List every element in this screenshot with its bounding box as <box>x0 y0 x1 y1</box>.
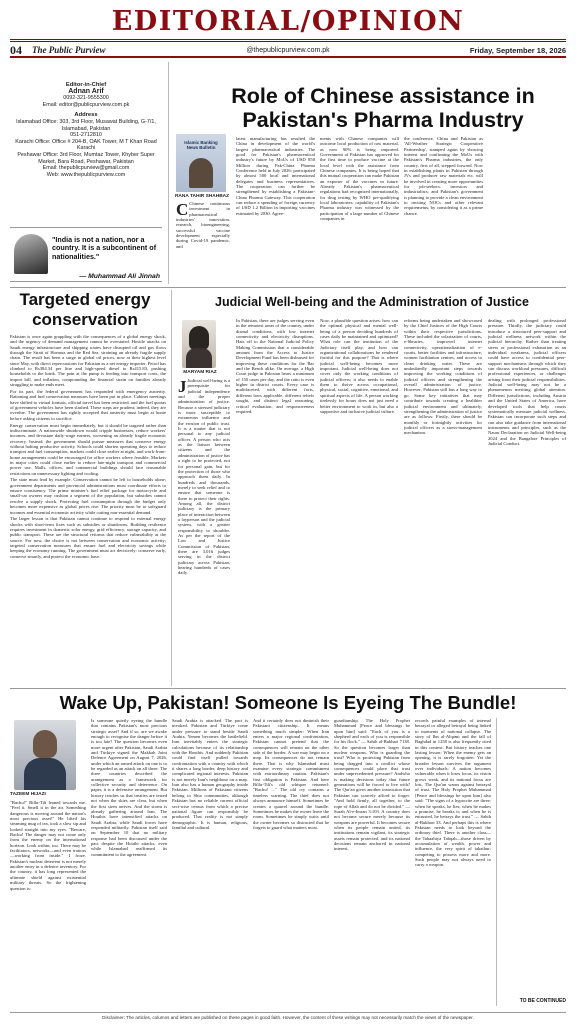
article3-column-3: Now, a plausible question arises: how can the optimal physical and mental well-being of a person deciding hundreds of cases daily be maintained and optimized? What role can the institution of the Judiciary itself play, and how can organizational collaborations be rendered fruitful for this purpose? That is where judicial well-being becomes more important. Judicial well-being does not cover only the working conditions of judicial officers; it also needs to enable them to thrive across occupational, physical, social, cognitive, emotional, and spiritual aspects of life. A person working tirelessly for hours does not just need a better environment to work in, but also a supportive and inclusive judicial culture. <box>320 318 398 414</box>
article4-column-4: And it certainly does not diminish their Pakistani citizenship. It means something much simpler: When Iran enters a major regional confrontation, Pakistan cannot pretend that the consequences will remain on the other side of the border. A war may begin on a map. Its consequences do not remain there. That is why Islamabad must examine every strategic commitment with extraordinary caution. Pakistan's first obligation is Pakistan. And here Billu-Tili's old whisper returned: "Bachu! ..." The old cry contains a timeless warning. The thief does not always announce himself. Sometimes he creates a quarrel around the bundle. Sometimes he makes the owner leave the room. Sometimes he simply waits until the owner becomes so distracted that he forgets to guard what matters most. <box>253 718 329 830</box>
article4-column-5: guardianship. The Holy Prophet Muhammad [Peace and blessings be upon him] said: "Each of you is a shepherd and each of you is responsible for his flock." — Sahih al-Bukhari 7138. So the question becomes larger than nuclear weapons. Who is guarding the trust? Who is protecting Pakistan from being dragged into a conflict whose consequences could place that trust under unprecedented pressure? Andwho is making decisions today that future generations will be forced to live with? The Qur'an gives another instruction that Pakistan can scarcely afford to forget: "And hold firmly, all together, to the rope of Allah and do not be divided." — Surah Al-e-Imran 3:103. A country does not become secure merely because its weapons are powerful. It becomes secure when its people remain united, its institutions remain vigilant, its strategic assets remain protected, and its national decisions remain anchored in national interest. <box>334 718 410 852</box>
editor-email[interactable]: Email: editor@publicpurview.com.pk <box>42 101 130 108</box>
article4-author-caption: TAZEEM HIJAZI <box>10 792 46 797</box>
article1-column-3: ments with Chinese companies will outcome local production of raw material, as now 90% is being imported. Government of Pakistan has approved for the first time to produce vaccine at the local level with the assistance from Chinese companies. It is being hoped that this mutual cooperation can make Pakistan an exporter of the vaccines in future. Already Pakistan's pharmaceutical regulations had recognized internationally, for drug testing by WHO pre-qualifying local laboratories; capability of Pakistan's Pharma industry was witnessed by the participation of a large number of Chinese companies in <box>320 136 399 222</box>
article3-column-2: In Pakistan, there are judges serving even in the remotest areas of the country, under dismal conditions, with low internet connectivity and electricity disruptions. Hats off to the National Judicial Policy Making Commission that a considerable amount from the Access to Justice Development Fund has been disbursed for improving these conditions for the Bar and the Bench alike. On average, a High Court judge in Pakistan hears a minimum of 150 cases per day, and the ratio is even higher in district courts. Every case is multifaceted, with different facts, different laws applicable, different reliefs sought, and distinct legal reasoning, critical evaluation, and responsiveness required. <box>236 318 314 414</box>
article2-paragraph: The state must lead by example. Conservation cannot be left to households alone; government departments and provincial administrations must coordinate efforts to ensure consistency. The prime minister's fuel relief package for motorcycle and small-car owners may cushion a segment of the population, but subsidies cannot resolve a supply shock. Protecting fuel consumption through the budget only becomes more expensive as global prices rise. The priority must be to safeguard incomes and essential economic activity while cutting non-essential demand. <box>10 477 166 515</box>
article1-dropcap: C <box>176 201 189 219</box>
article2-headline: Targeted energy conservation <box>19 290 151 329</box>
article1-author-photo <box>176 134 226 192</box>
quote-text: "India is not a nation, nor a country. It is a subcontinent of nationalities." <box>52 235 157 261</box>
office-email[interactable]: Email: thepublicpurview@gmail.com <box>42 165 130 172</box>
islamabad-phone: 051-2712810 <box>70 132 102 139</box>
page-number: 04 <box>10 43 22 57</box>
article3-column-5: dealing with prolonged professional pressure. Thirdly, the judiciary could introduce a structured peer-support and judicial wellness network within the judicial hierarchy. Rather than treating stress or professional exhaustion as an individual weakness, judicial officers could have access to confidential peer-support mechanisms through which they can discuss workload pressures, difficult professional experiences, or challenges arising from their judicial responsibilities. Judicial well-being may not be a phenomenon meriting global attention. Different jurisdictions, including Austria and the United States of America, have developed tools that help courts systematically measure judicial wellness. Pakistan can incorporate such steps and can also take guidance from international instruments and principles, such as the Nauru Declaration on Judicial Well-being 2024 and the Bangalore Principles of Judicial Conduct. <box>488 318 566 446</box>
office-web[interactable]: Web: www.thepublicpurview.com <box>46 171 126 178</box>
editor-info-box <box>10 82 162 200</box>
editor-phone: 0092-321-9555300 <box>63 95 109 102</box>
peshawar-office: Peshawar Office: 3rd Floor, Mumtaz Tower, Khyber Super Market, Bara Road, Peshawar, Pakistan <box>17 151 155 165</box>
author-shoulders <box>24 758 66 790</box>
page-header-bar <box>10 44 566 58</box>
article2-paragraph: Energy conservation must begin immediately, but it should be targeted rather than indiscriminate. A nationwide shutdown would cripple businesses, reduce workers' incomes, and devastate daily-wage earners, worsening an already fragile economic recovery. Instead, the government should pursue measures that conserve energy without halting productive activity. Schools could shorten operating days to reduce transport and fuel consumption, markets could close earlier at night, and work-from-home arrangements could be encouraged for office workers where feasible. Markets in major cities could close earlier to reduce late-night transport and commercial power use. Malls, offices, and commercial buildings should face reasonable restrictions on unnecessary lighting and cooling. <box>10 422 166 476</box>
quote-author: — Muhammad Ali Jinnah <box>79 273 160 280</box>
column-divider <box>496 718 497 1006</box>
article4-column-3: Saudi Arabia is attacked. The pact is invoked. Pakistan and Türkiye come under pressure to stand beside Saudi Arabia. Yemen becomes the battlefield. Iran inevitably enters the strategic calculations because of its relationship with the Houthis. And suddenly Pakistan could find itself pulled towards confrontation with a country with which it shares a long border, deep history and complicated regional interests. Pakistan is not merely Iran's neighbour on a map. Iran also has a human geography inside Pakistan. Millions of Pakistani citizens belong to Shia communities, although Pakistan has no reliable current official sect-wise census from which a precise national figure can responsibly be produced. That reality is not simply demographic. It is human, religious, familial and cultural. <box>172 718 248 830</box>
address-label: Address <box>74 112 98 119</box>
article3-headline: Judicial Well-being and the Administration of Justice <box>215 295 529 309</box>
article4-author-photo <box>14 720 76 790</box>
section-title: EDITORIAL/OPINION <box>111 6 465 37</box>
publication-name: The Public Purview <box>32 45 106 55</box>
masthead <box>10 6 566 42</box>
editor-name: Adnan Arif <box>68 87 104 95</box>
article1-author-caption: RANA TAHIR SHAHBAZ <box>174 194 230 199</box>
article4-column-2: Is someone quietly eyeing the bundle that contains Pakistan's most precious strategic asset? And if so, are we awake enough to recognise the danger before it is too late? The question becomes even more urgent after Pakistan, Saudi Arabia and Türkiye signed the Makkah Joint Defence Agreement on August 7, 2026, under which an armed attack on one is to be regarded as an attack on all three. The three countries described the arrangement as a framework for collective security and deterrence. On paper, it is a defensive arrangement. But history teaches us that treaties are tested not when the skies are clear, but when the first siren arrives. And the storm is already gathering around Iran. The Houthis have intensified attacks on Saudi Arabia, while Saudi forces have responded militarily. Pakistan itself said on September 10 that no military response had been discussed under the pact despite the Houthi attacks, even while Islamabad reaffirmed its commitment to the agreement. <box>91 718 167 857</box>
author-shoulders <box>186 348 212 368</box>
islamabad-office: Islamabad Office: 303, 3rd Floor, Musawat Building, G-7/1, Islamabad, Pakistan <box>16 118 156 132</box>
article2-paragraph: Pakistan is once again grappling with the consequences of a global energy shock, and the urgency of demand management cannot be overstated. Hostile attacks on Saudi energy infrastructure and shipping routes have disrupted oil and gas flows through the Strait of Hormuz and the Red Sea, straining an already fragile supply chain. The result has been a surge in global oil prices, now at their highest level since May, with direct repercussions for Pakistan as a net energy importer. Petrol has climbed to Rs384.34 per litre and high-speed diesel to Rs415.83, pushing households to the brink. The pain at the pump is feeding into transport costs, the import bill, and inflation, compounding the financial strain on families already struggling to make ends meet. <box>10 334 166 388</box>
article4-column-1: "Bachu!" Billu-Tili leaned towards me. "Feel it. Smell it in the air. Something dangerous is moving around the nation's most precious asset!" He lifted his steaming mug of tea, took a slow sip and looked straight into my eyes. "Beware, Bachu! The danger may not come only from the enemy on the international horizon. Look within, too. There may be facilitators, networks—and even traitors—working from inside." I froze. Pakistan's nuclear deterrent is not merely another entry in a defence inventory. For the country, it has long represented the ultimate shield against existential military threats. So the frightening question is: <box>10 800 86 891</box>
author-photo-label: Islamic Banking News Bulletin <box>184 140 218 150</box>
article1-column-1: C Chinese continuous investment in pharmaceutical industries' innovation, research, bioengineering, successful vaccine development especially during Covid-19 pandemic, and <box>176 201 230 249</box>
article3-author-photo <box>182 320 216 368</box>
article4-headline: Wake Up, Pakistan! Someone Is Eyeing The Bundle! <box>59 692 517 713</box>
to-be-continued: TO BE CONTINUED <box>519 998 566 1004</box>
quote-box <box>10 227 162 282</box>
article2-paragraph: The larger lesson is that Pakistan cannot continue to respond to external energy shocks with short-term fixes such as subsidies or shutdowns. Building resilience requires investment in domestic solar energy, grid efficiency, storage capacity, and public transport. These are the structural reforms that reduce vulnerability at the source. For now, the choice is not between conservation and economic activity; targeted conservation measures that ensure fuel and electricity savings while keeping the economy running. The government must act decisively: conserve early, conserve smartly, and protect the economic base. <box>10 516 166 559</box>
article2-paragraph: For its part, the federal government has responded with emergency austerity. Rationing and fuel conservation measures have been put in place. Cabinet meetings have shifted to virtual formats, official travel has been restricted, and the fuel quotas of government vehicles have been slashed. These steps are prudent; indeed, they are overdue. The government has rightly accepted that austerity must begin at home before asking citizens to sacrifice. <box>10 388 166 421</box>
article2-body <box>10 334 166 686</box>
article4-column-6: records painful examples of internal betrayal or alleged betrayal being linked to moments of national collapse. The story of Ibn al-Alqami and the fall of Baghdad in 1258 is also frequently cited in this context. But history teaches one lasting lesson: When the enemy gets an opening, it is rarely forgotten. Yet the broader lesson survives the argument over individuals: A nation becomes vulnerable when it loses focus, its vision grows weak, and its national focus are lost. The Qur'an warns against betrayal of trust. The Holy Prophet Muhammad [Peace and blessings be upon him] also said: "The signs of a hypocrite are three: when he speaks, he lies; when he makes a promise, he breaks it; and when he is entrusted, he betrays the trust." — Sahih al-Bukhari 33. And perhaps this is where Pakistan needs to look beyond the ordinary thief. There is another class—the Tabaahiya Tabqah—those driven by accumulation of wealth, power and influence, the very spirit of takathur: competing to possess more and more. Such people may not always need to carry a weapon. <box>415 718 491 868</box>
karachi-office: Karachi Office: Office # 204-B, OAK Tower, M T Khan Road Karachi <box>15 138 157 152</box>
section-divider <box>10 688 566 689</box>
article1-column-2: latest manufacturing has resulted the China in development of the world's largest pharmaceutical industries. The good for Pakistan's pharmaceutical industry's future by MoUs of USD 850 Million during Pak-China Pharma Conference held in July 2026; participated by almost 500 local and international delegates and business representatives. The cooperation can further be strengthened by establishing a Pakistan-China Pharma Gateway. This cooperation can reduce a spending of foreign currency of USD 1.2 Billion in importing vaccines estimated by 2030. Agree- <box>236 136 315 216</box>
article3-dropcap: J <box>178 378 187 396</box>
section-divider <box>10 287 566 288</box>
header-url[interactable]: @thepublicpurview.com.pk <box>246 47 330 54</box>
jinnah-portrait <box>14 234 48 274</box>
column-divider <box>171 290 172 686</box>
author-silhouette <box>33 730 57 758</box>
editor-in-chief-label: Editor-in-Chief <box>65 82 107 88</box>
article3-column-4: reforms being undertaken and showcased by the Chief Justices of the High Courts within their respective jurisdictions. These included the solarization of courts, e-libraries, improved internet connectivity, operationalization of e-courts, better facilities and infrastructure, women facilitation centres, and access to clean drinking water. These are undoubtedly important steps towards improving the working conditions of judicial officers and strengthening the overall administration of justice. However, Pakistan still has a long way to go. Some key initiatives that may contribute towards creating a healthier judicial environment and ultimately, strengthening the administration of justice are as follows: Firstly, there should be monthly or fortnightly activities for judicial officers as a stress-management mechanism. <box>404 318 482 436</box>
disclaimer: Disclaimer: The articles, columns and letters are published on these pages in good faith. However, the content of these writings may not necessarily match the views of the newspaper. <box>10 1012 566 1020</box>
author-silhouette <box>189 158 213 188</box>
article1-headline: Role of Chinese assistance in Pakistan's Pharma Industry <box>231 84 535 132</box>
article3-author-caption: MARYAM RIAZ <box>183 370 217 375</box>
article1-column-4: the conference. China and Pakistan as 'All-Weather Strategic Cooperative Partnership', stamped again by showing interest and confirming the MoUs with Pakistan's Pharma industries, the only country, first of all, stepped forward. Now in establishing plants in Pakistan through JVs and producer raw materials etc. will be involved in creating more opportunities for job-seekers, investors and industrialists; and Pakistan's government is planning to provide a clean environment to inviting NOCs and other relevant requirements; by considering it as a prime chance. <box>404 136 483 216</box>
issue-date: Friday, September 18, 2026 <box>469 46 566 55</box>
column-divider <box>168 62 169 284</box>
article3-column-1: J Judicial well-being is a prerequisite for judicial independence and the proper administration of justice. Because a stressed judiciary is more susceptible to extraneous influence and the erosion of public trust. It is a matter that is not personal to any judicial officer. A person who acts as the liaison between citizens and the administration of justice has a right to be protected, not for personal gain, but for the protection of those who approach them daily. In hundreds and thousands, merely to seek relief and to ensure that someone is there to protect their rights. Among all, the district judiciary is the primary place of interaction between a layperson and the judicial system, with a greater responsibility to shoulder. As per the report of the Law and Justice Commission of Pakistan, there are 3,016 judges serving in the district judiciary across Pakistan, hearing hundreds of cases daily. <box>178 378 230 576</box>
author-silhouette <box>189 326 209 350</box>
